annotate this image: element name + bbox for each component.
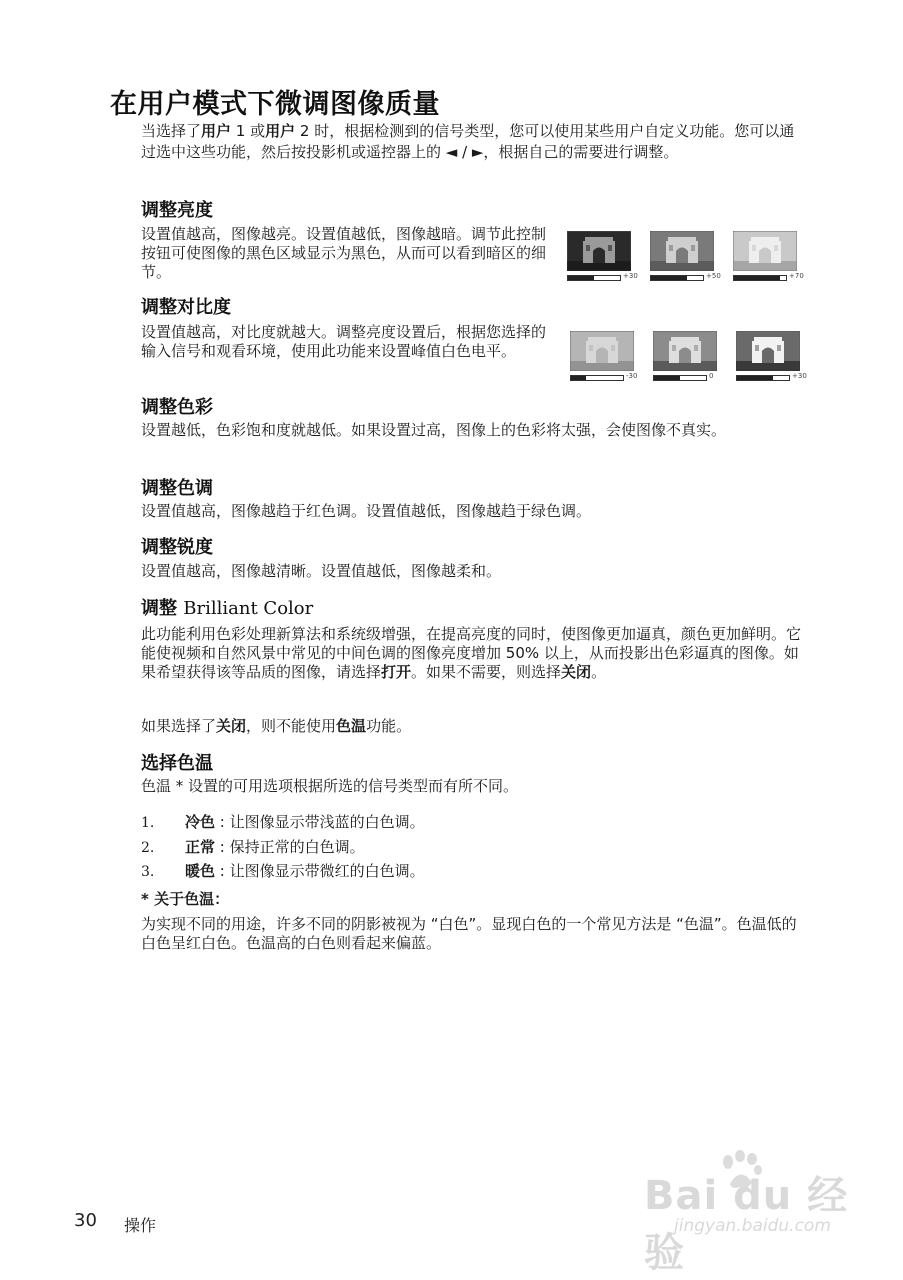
level-slider: [570, 372, 638, 381]
level-slider: [567, 272, 638, 281]
sharpness-text: 设置值越高，图像越清晰。设置值越低，图像越柔和。: [141, 562, 502, 580]
sample-image: [570, 331, 636, 381]
sharpness-heading: 调整锐度: [141, 537, 213, 558]
contrast-text: 设置值越高，对比度就越大。调整亮度设置后，根据您选择的输入信号和观看环境，使用此功能来设置峰值白色电平。: [141, 323, 547, 360]
sample-image: [736, 331, 807, 381]
level-slider: [736, 372, 807, 381]
brilliant-color-note: 如果选择了关闭，则不能使用色温功能。: [141, 717, 412, 735]
color-text: 设置越低，色彩饱和度就越低。如果设置过高，图像上的色彩将太强，会使图像不真实。: [141, 421, 727, 439]
color-temp-note-text: 为实现不同的用途，许多不同的阴影被视为 “白色”。显现白色的一个常见方法是 “色温”。色温低的白色呈红白色。色温高的白色则看起来偏蓝。: [141, 915, 797, 952]
page-number: 30: [74, 1210, 97, 1231]
tint-heading: 调整色调: [141, 478, 213, 499]
contrast-samples: [570, 331, 819, 381]
arch-thumbnail-icon: [653, 331, 717, 371]
sample-image: [650, 231, 721, 281]
watermark-url: jingyan.baidu.com: [674, 1216, 831, 1236]
level-slider: [733, 272, 804, 281]
level-slider: [650, 272, 721, 281]
sample-image: [567, 231, 638, 281]
color-temp-text: 色温 * 设置的可用选项根据所选的信号类型而有所不同。: [141, 777, 519, 795]
arch-thumbnail-icon: [570, 331, 634, 371]
level-value: +30: [623, 272, 638, 280]
level-value: -30: [626, 372, 638, 380]
baidu-watermark: [644, 1150, 854, 1276]
sample-image: [733, 231, 804, 281]
arch-thumbnail-icon: [733, 231, 797, 271]
color-heading: 调整色彩: [141, 397, 213, 418]
arch-thumbnail-icon: [567, 231, 631, 271]
level-value: +50: [706, 272, 721, 280]
list-item: 2. 正常 : 保持正常的白色调。: [141, 838, 365, 856]
intro-paragraph: 当选择了用户 1 或用户 2 时，根据检测到的信号类型，您可以使用某些用户自定义功能。您可以通过选中这些功能，然后按投影机或遥控器上的 ◄ / ►，根据自己的需要进行调整。: [141, 122, 795, 161]
color-temp-note-heading: * 关于色温：: [141, 890, 230, 908]
arch-thumbnail-icon: [736, 331, 800, 371]
watermark-logo: Bai du 经验: [644, 1173, 849, 1276]
tint-text: 设置值越高，图像越趋于红色调。设置值越低，图像越趋于绿色调。: [141, 502, 592, 520]
page-title: 在用户模式下微调图像质量: [110, 89, 440, 120]
brilliant-color-text: 此功能利用色彩处理新算法和系统级增强，在提高亮度的同时，使图像更加逼真，颜色更加鲜明。它能使视频和自然风景中常见的中间色调的图像亮度增加 50% 以上，从而投影出色彩逼真的图像。如果希望获得该等品质的图像，请选择打开。如果不需要，则选择关闭。: [141, 625, 802, 681]
level-value: 0: [709, 372, 714, 380]
list-item: 1. 冷色 : 让图像显示带浅蓝的白色调。: [141, 813, 425, 831]
color-temp-heading: 选择色温: [141, 753, 213, 774]
list-item: 3. 暖色 : 让图像显示带微红的白色调。: [141, 862, 425, 880]
level-value: +70: [789, 272, 804, 280]
brightness-heading: 调整亮度: [141, 200, 213, 221]
sample-image: [653, 331, 719, 381]
level-value: +30: [792, 372, 807, 380]
footer-section-label: 操作: [124, 1216, 157, 1235]
contrast-heading: 调整对比度: [141, 297, 231, 318]
level-slider: [653, 372, 719, 381]
brilliant-color-heading: 调整 Brilliant Color: [141, 598, 314, 619]
brightness-samples: [567, 231, 816, 281]
arch-thumbnail-icon: [650, 231, 714, 271]
brightness-text: 设置值越高，图像越亮。设置值越低，图像越暗。调节此控制按钮可使图像的黑色区域显示为黑色，从而可以看到暗区的细节。: [141, 225, 547, 281]
